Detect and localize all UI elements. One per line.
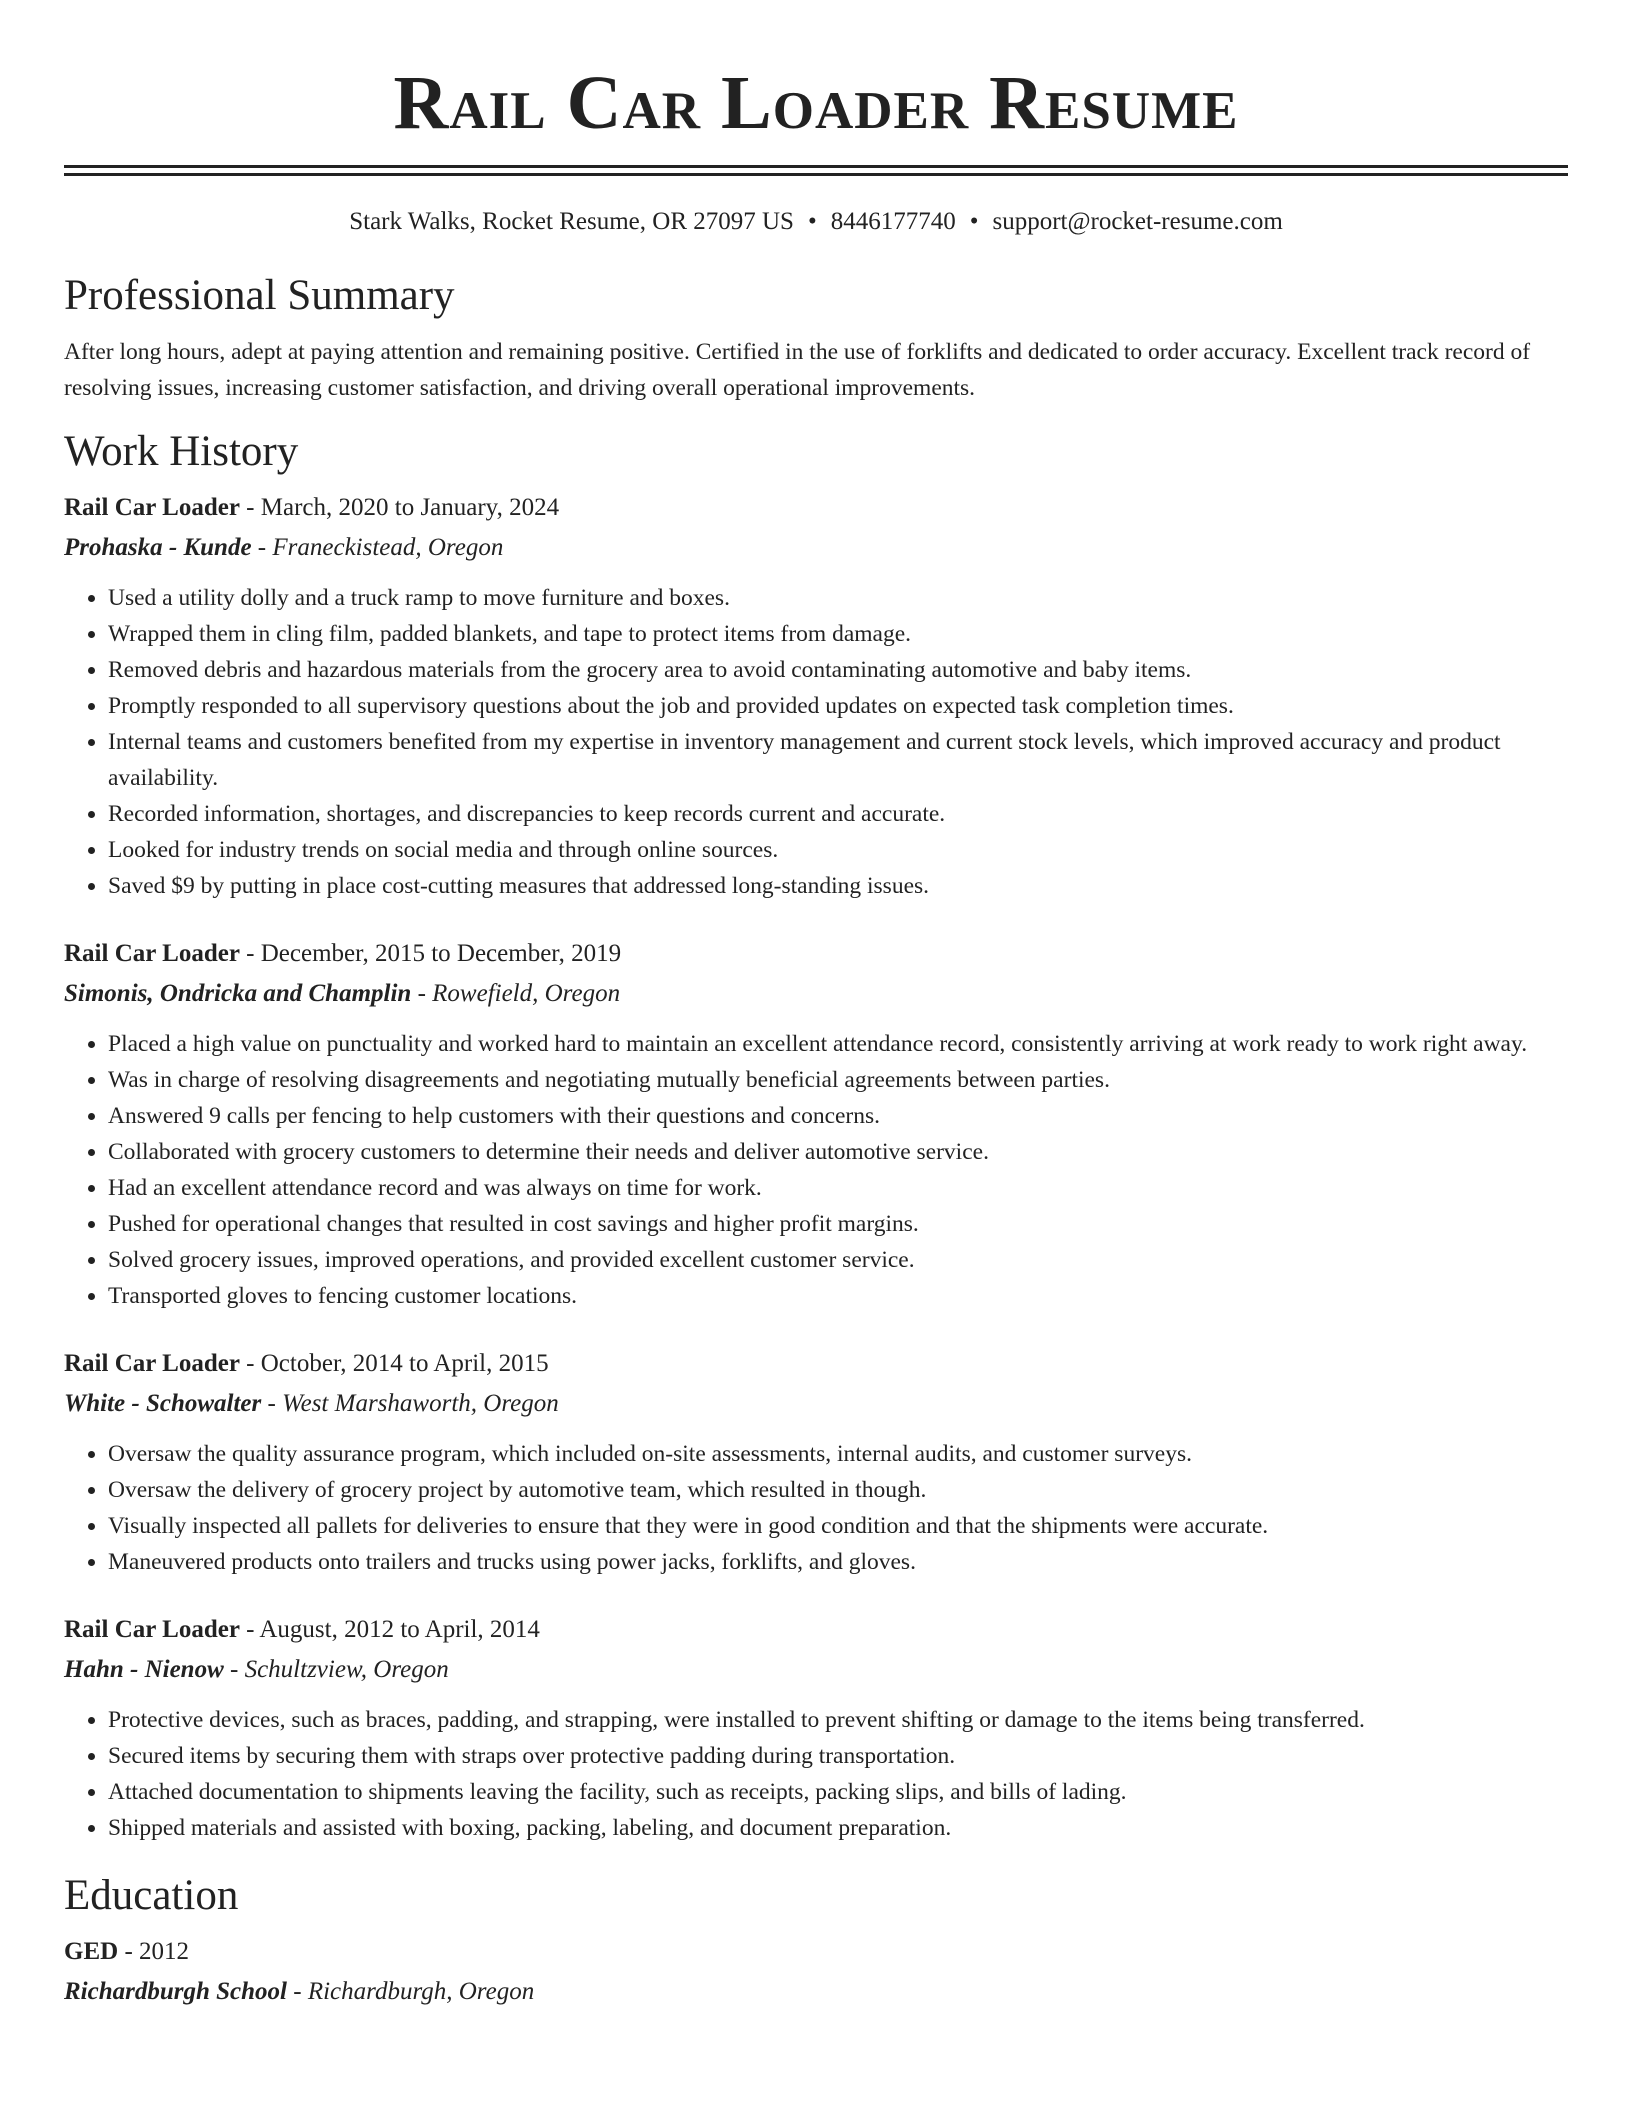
job-bullets (64, 1026, 1568, 1314)
job-company: White - Schowalter (64, 1390, 262, 1417)
job-bullet: • Secured items by securing them with straps over protective padding during transportation. (108, 1738, 1568, 1774)
job-company-line (64, 1384, 1568, 1424)
education-school-line (64, 1972, 1568, 2012)
job-entry (64, 1610, 1568, 1846)
education-heading: Education (64, 1872, 239, 1919)
resume-title: Rail Car Loader Resume (393, 61, 1239, 145)
job-bullet: • Answered 9 calls per fencing to help customers with their questions and concerns. (108, 1098, 1568, 1134)
job-dates: - August, 2012 to April, 2014 (239, 1616, 540, 1643)
job-bullets (64, 1702, 1568, 1846)
education-location: - Richardburgh, Oregon (287, 1978, 535, 2005)
title-rule-top (64, 165, 1568, 168)
job-company: Simonis, Ondricka and Champlin (64, 980, 412, 1007)
education-entry (64, 1932, 1568, 2012)
job-location: - West Marshaworth, Oregon (261, 1390, 559, 1417)
contact-email: support@rocket-resume.com (992, 208, 1283, 235)
job-bullet: • Promptly responded to all supervisory questions about the job and provided updates on expected task completion times. (108, 688, 1568, 724)
job-bullet: • Placed a high value on punctuality and worked hard to maintain an excellent attendance record, consistently arriving at work ready to work right away. (108, 1026, 1568, 1062)
job-bullet: • Was in charge of resolving disagreements and negotiating mutually beneficial agreements between parties. (108, 1062, 1568, 1098)
job-title-line (64, 488, 1568, 528)
contact-line (64, 206, 1568, 238)
contact-separator: • (807, 208, 817, 235)
job-bullet: • Shipped materials and assisted with boxing, packing, labeling, and document preparation. (108, 1810, 1568, 1846)
job-bullet: • Oversaw the quality assurance program, which included on-site assessments, internal audits, and customer surveys. (108, 1436, 1568, 1472)
job-bullet: • Attached documentation to shipments leaving the facility, such as receipts, packing slips, and bills of lading. (108, 1774, 1568, 1810)
job-dates: - December, 2015 to December, 2019 (239, 940, 622, 967)
job-bullets (64, 580, 1568, 904)
job-bullet: • Removed debris and hazardous materials from the grocery area to avoid contaminating automotive and baby items. (108, 652, 1568, 688)
job-bullet: • Transported gloves to fencing customer locations. (108, 1278, 1568, 1314)
summary-heading: Professional Summary (64, 272, 455, 319)
job-location: - Schultzview, Oregon (223, 1656, 449, 1683)
job-bullet: • Saved $9 by putting in place cost-cutting measures that addressed long-standing issues. (108, 868, 1568, 904)
job-location: - Rowefield, Oregon (411, 980, 621, 1007)
job-entry (64, 1344, 1568, 1580)
job-bullet: • Oversaw the delivery of grocery project by automotive team, which resulted in though. (108, 1472, 1568, 1508)
job-bullet: • Solved grocery issues, improved operations, and provided excellent customer service. (108, 1242, 1568, 1278)
job-bullet: • Collaborated with grocery customers to determine their needs and deliver automotive service. (108, 1134, 1568, 1170)
job-bullet: • Maneuvered products onto trailers and trucks using power jacks, forklifts, and gloves. (108, 1544, 1568, 1580)
job-title-line (64, 1344, 1568, 1384)
contact-separator: • (969, 208, 979, 235)
job-bullet: • Used a utility dolly and a truck ramp to move furniture and boxes. (108, 580, 1568, 616)
job-location: - Franeckistead, Oregon (251, 534, 504, 561)
job-bullet: • Pushed for operational changes that resulted in cost savings and higher profit margins. (108, 1206, 1568, 1242)
job-company: Hahn - Nienow (64, 1656, 224, 1683)
job-role: Rail Car Loader (64, 1616, 240, 1643)
job-dates: - March, 2020 to January, 2024 (239, 494, 560, 521)
contact-address: Stark Walks, Rocket Resume, OR 27097 US (349, 208, 794, 235)
education-degree: GED (64, 1938, 119, 1965)
job-bullet: • Recorded information, shortages, and discrepancies to keep records current and accurate. (108, 796, 1568, 832)
job-bullet: • Visually inspected all pallets for deliveries to ensure that they were in good condition and that the shipments were accurate. (108, 1508, 1568, 1544)
job-dates: - October, 2014 to April, 2015 (239, 1350, 549, 1377)
education-school: Richardburgh School (64, 1978, 287, 2005)
job-entry (64, 488, 1568, 904)
job-title-line (64, 934, 1568, 974)
title-rule-bottom (64, 173, 1568, 176)
job-role: Rail Car Loader (64, 940, 240, 967)
job-company: Prohaska - Kunde (64, 534, 252, 561)
summary-text: After long hours, adept at paying attention and remaining positive. Certified in the use of forklifts and dedicated to order accuracy. Excellent track record of resolving issues, increasing customer satisfaction, and driving overall operational improvements. (64, 339, 1531, 401)
job-bullet: • Internal teams and customers benefited from my expertise in inventory management and current stock levels, which improved accuracy and product availability. (108, 724, 1568, 796)
job-bullet: • Looked for industry trends on social media and through online sources. (108, 832, 1568, 868)
job-title-line (64, 1610, 1568, 1650)
job-role: Rail Car Loader (64, 494, 240, 521)
job-company-line (64, 1650, 1568, 1690)
job-bullet: • Had an excellent attendance record and was always on time for work. (108, 1170, 1568, 1206)
job-entry (64, 934, 1568, 1314)
job-bullets (64, 1436, 1568, 1580)
job-bullet: • Wrapped them in cling film, padded blankets, and tape to protect items from damage. (108, 616, 1568, 652)
work-history-heading: Work History (64, 428, 299, 475)
job-role: Rail Car Loader (64, 1350, 240, 1377)
contact-phone: 8446177740 (830, 208, 956, 235)
job-company-line (64, 528, 1568, 568)
education-degree-line (64, 1932, 1568, 1972)
education-year: - 2012 (118, 1938, 190, 1965)
job-company-line (64, 974, 1568, 1014)
job-bullet: • Protective devices, such as braces, padding, and strapping, were installed to prevent shifting or damage to the items being transferred. (108, 1702, 1568, 1738)
